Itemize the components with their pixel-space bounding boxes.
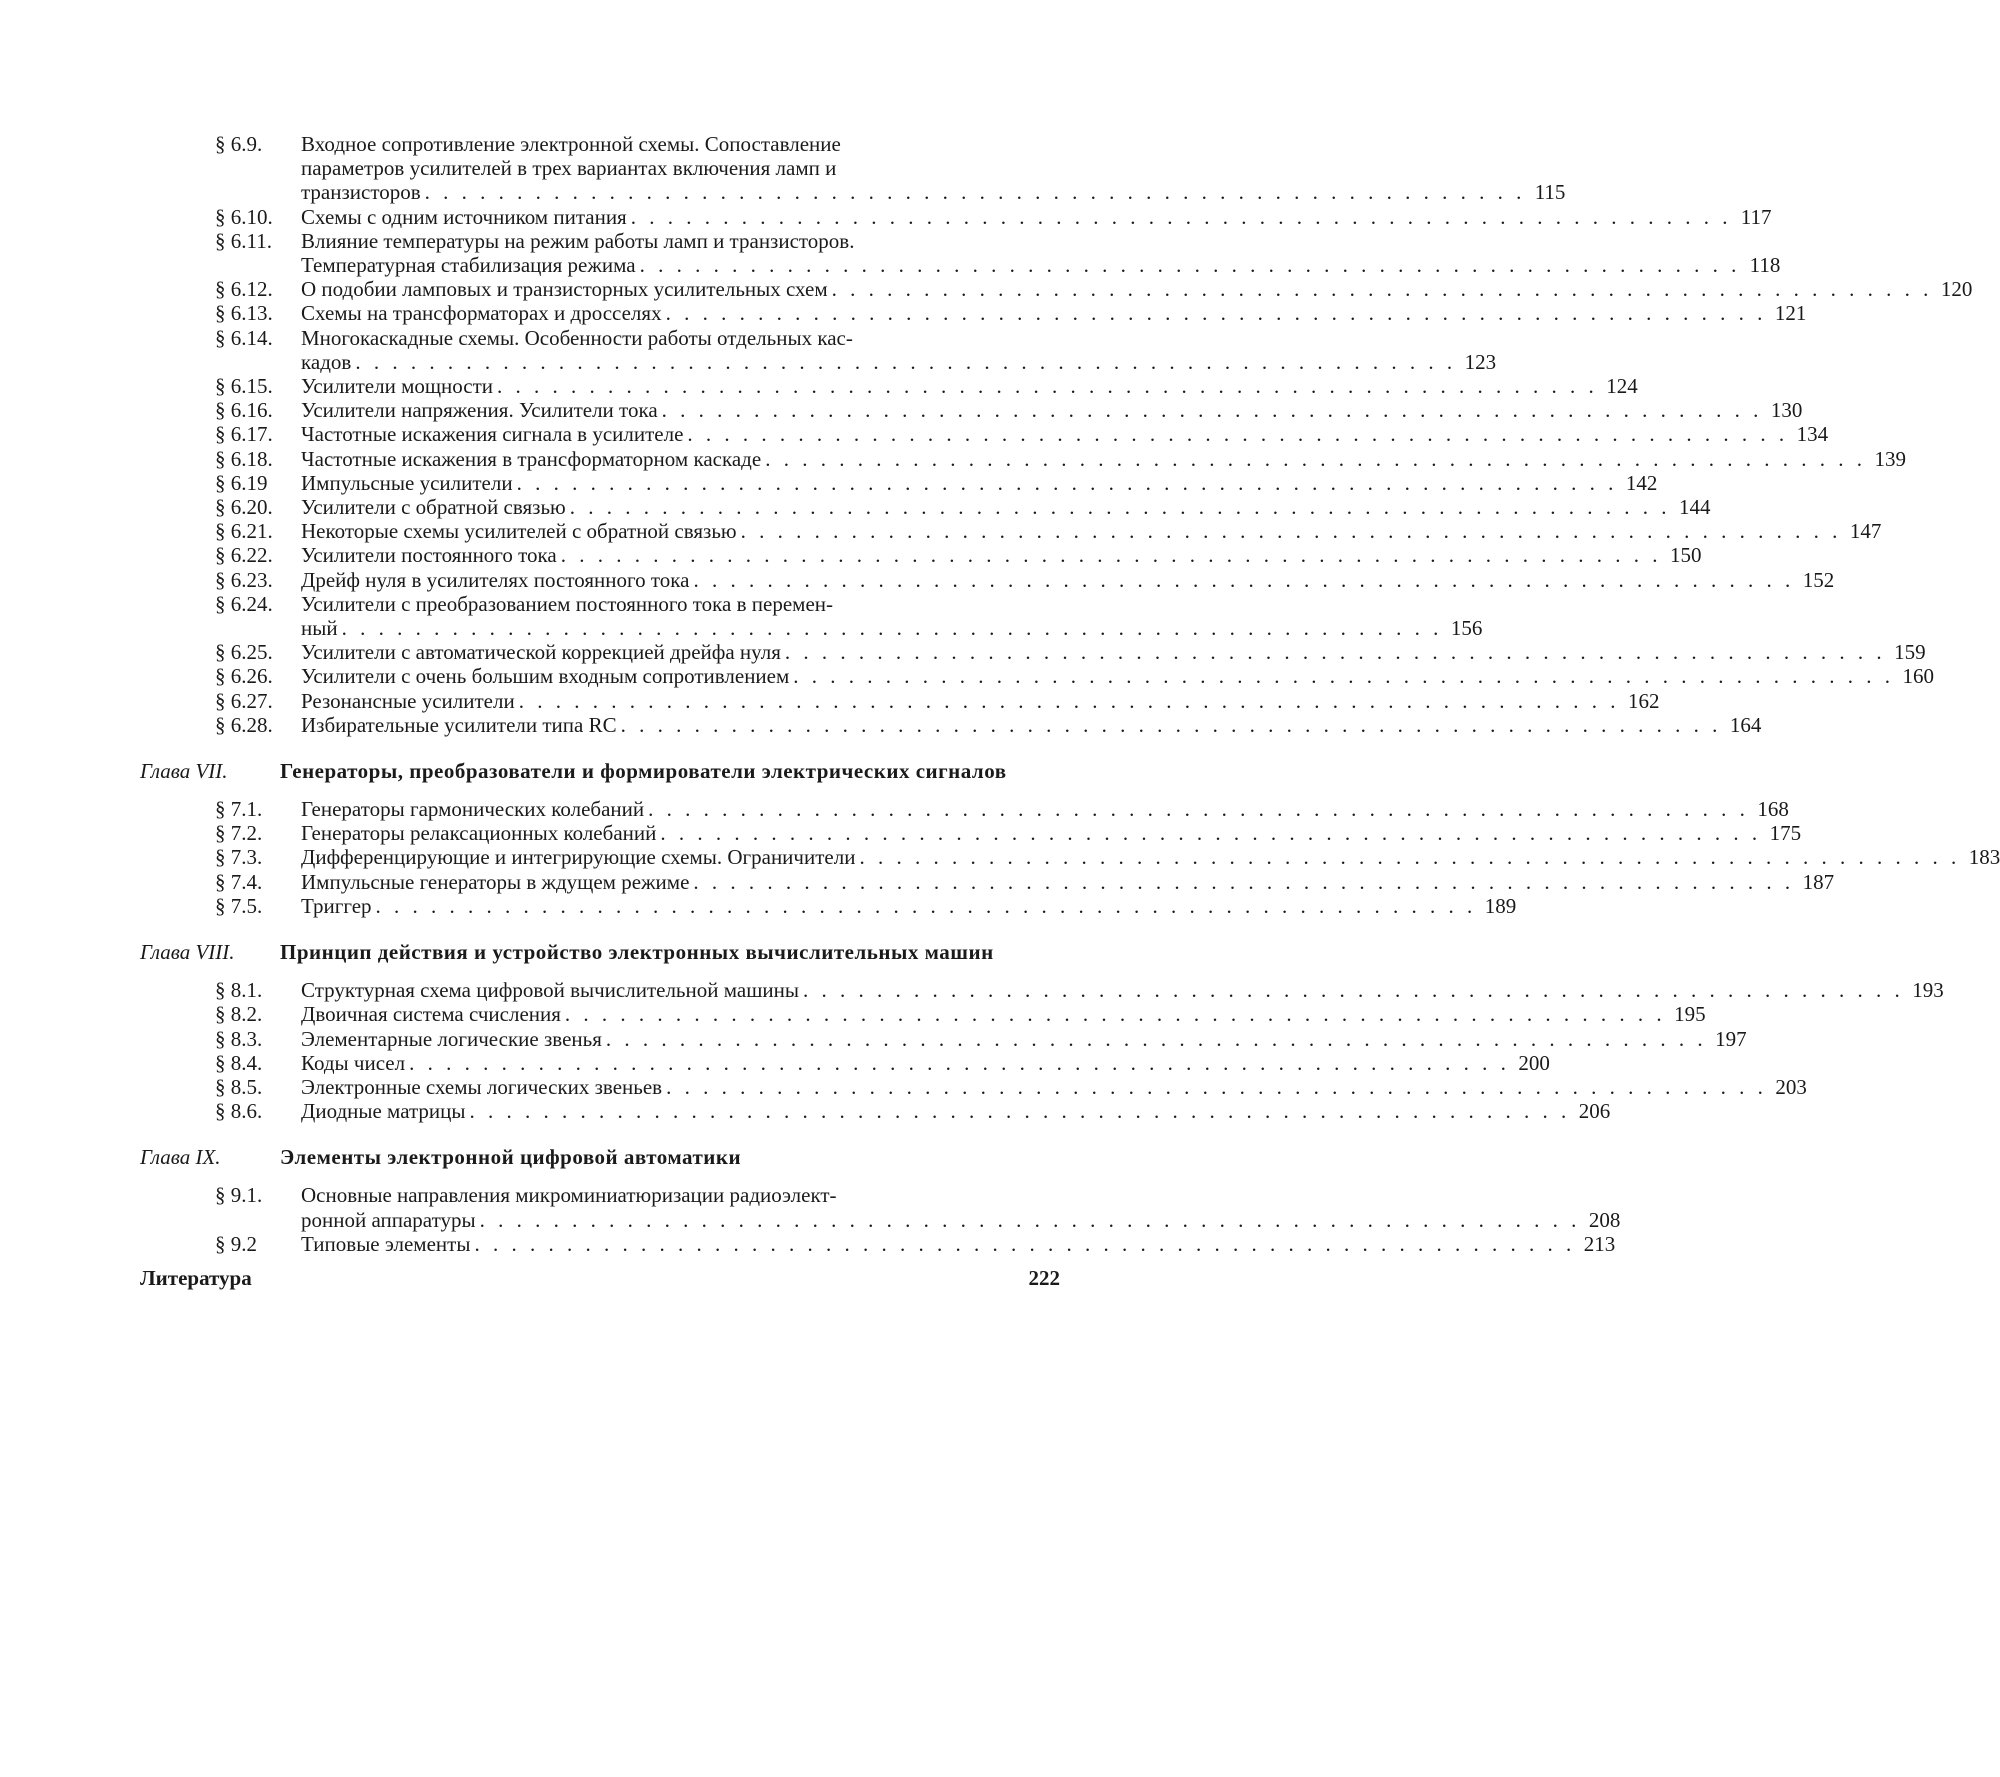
toc-entry: [215, 688, 1660, 713]
toc-entry: [215, 422, 1829, 447]
section-number: § 9.1.: [215, 1183, 263, 1208]
chapter-label: Глава VIII.: [140, 940, 235, 965]
toc-entry-line: [215, 326, 1060, 350]
section-title: Частотные искажения в трансформаторном каскаде: [301, 446, 762, 471]
toc-entry-content: [301, 664, 1935, 689]
page-number: 195: [1674, 1002, 1706, 1027]
section-number: § 8.1.: [215, 978, 263, 1003]
section-number: § 7.5.: [215, 893, 263, 918]
toc-entry-content: [301, 349, 1497, 374]
literature-entry: [140, 1266, 1060, 1290]
section-number: § 8.4.: [215, 1050, 263, 1075]
toc-entry: [215, 519, 1882, 544]
section-title: Схемы с одним источником питания: [301, 204, 627, 229]
leader-dots: . . . . . . . . . . . . . . . . . . . . . . . . . . . . . . . . . . . . . . . . . . . . . . . . . . . . . . . . . . . .: [560, 543, 1662, 568]
toc-entry-line: [215, 592, 1060, 616]
chapter-title: Генераторы, преобразователи и формирователи электрических сигналов: [280, 759, 1007, 784]
toc-entry-content: [301, 374, 1638, 399]
section-title: Усилители с автоматической коррекцией дрейфа нуля: [301, 640, 781, 665]
section-title: Частотные искажения сигнала в усилителе: [301, 422, 684, 447]
toc-entry-content: [301, 640, 1926, 665]
section-title: Усилители мощности: [301, 374, 494, 399]
leader-dots: . . . . . . . . . . . . . . . . . . . . . . . . . . . . . . . . . . . . . . . . . . . . . . . . . . . . . . . . . . . .: [341, 616, 1443, 641]
section-number: § 6.11.: [215, 228, 272, 253]
table-of-contents: [140, 132, 2000, 1290]
toc-entry: [215, 1002, 1706, 1027]
section-title: Типовые элементы: [301, 1231, 471, 1256]
section-number: § 6.25.: [215, 640, 273, 665]
section-number: § 9.2: [215, 1231, 257, 1256]
chapters-list: [140, 759, 2000, 1256]
section-title: Резонансные усилители: [301, 688, 515, 713]
section-number: § 8.5.: [215, 1074, 263, 1099]
leader-dots: . . . . . . . . . . . . . . . . . . . . . . . . . . . . . . . . . . . . . . . . . . . . . . . . . . . . . . . . . . . .: [660, 821, 1762, 846]
section-title: Элементарные логические звенья: [301, 1026, 602, 1051]
section-number: § 6.9.: [215, 132, 263, 156]
toc-entry: [215, 664, 1935, 689]
page-number: 213: [1583, 1231, 1616, 1256]
page-number: 160: [1902, 664, 1935, 689]
page-number: 203: [1775, 1074, 1807, 1099]
toc-entry-line: [215, 349, 1497, 374]
section-number: § 6.28.: [215, 712, 273, 737]
toc-entry-content: [301, 204, 1772, 229]
toc-entry-line: [215, 446, 1906, 471]
leader-dots: . . . . . . . . . . . . . . . . . . . . . . . . . . . . . . . . . . . . . . . . . . . . . . . . . . . . . . . . . . . .: [665, 301, 1767, 326]
toc-entry-content: [301, 978, 1944, 1003]
toc-entry-content: [301, 616, 1483, 641]
leader-dots: . . . . . . . . . . . . . . . . . . . . . . . . . . . . . . . . . . . . . . . . . . . . . . . . . . . . . . . . . . . .: [569, 495, 1671, 520]
leader-dots: . . . . . . . . . . . . . . . . . . . . . . . . . . . . . . . . . . . . . . . . . . . . . . . . . . . . . . . . . . . .: [469, 1099, 1571, 1124]
section-title: Коды чисел: [301, 1050, 406, 1075]
toc-entry-line: [215, 204, 1772, 229]
toc-entry-content: [301, 567, 1835, 592]
section-number: § 6.14.: [215, 325, 273, 350]
toc-entry-content: [301, 1231, 1616, 1256]
toc-entry: [215, 470, 1658, 495]
toc-entry-content: [301, 688, 1660, 713]
leader-dots: . . . . . . . . . . . . . . . . . . . . . . . . . . . . . . . . . . . . . . . . . . . . . . . . . . . . . . . . . . . .: [630, 204, 1732, 229]
page-number: 189: [1484, 893, 1517, 918]
page-number: 159: [1894, 640, 1926, 665]
section-title: О подобии ламповых и транзисторных усилительных схем: [301, 277, 828, 302]
page-number: 115: [1534, 180, 1566, 205]
section-number: § 6.19: [215, 470, 268, 495]
toc-entry-content: [301, 519, 1882, 544]
leader-dots: . . . . . . . . . . . . . . . . . . . . . . . . . . . . . . . . . . . . . . . . . . . . . . . . . . . . . . . . . . . .: [831, 277, 1933, 302]
chapter-6-section-list: [140, 132, 1973, 737]
section-number: § 7.2.: [215, 821, 263, 846]
leader-dots: . . . . . . . . . . . . . . . . . . . . . . . . . . . . . . . . . . . . . . . . . . . . . . . . . . . . . . . . . . . .: [516, 470, 1618, 495]
section-title: Некоторые схемы усилителей с обратной связью: [301, 519, 737, 544]
toc-entry-content: [301, 1207, 1621, 1232]
toc-entry: [215, 374, 1638, 399]
toc-entry: [215, 495, 1711, 520]
leader-dots: . . . . . . . . . . . . . . . . . . . . . . . . . . . . . . . . . . . . . . . . . . . . . . . . . . . . . . . . . . . .: [639, 253, 1741, 278]
toc-entry-content: [301, 446, 1906, 471]
chapter-label: Глава VII.: [140, 759, 228, 784]
toc-entry-content: [301, 712, 1762, 737]
toc-entry: [215, 228, 1781, 278]
section-title: Структурная схема цифровой вычислительной машины: [301, 978, 799, 1003]
toc-entry: [215, 277, 1973, 302]
section-title-line: Основные направления микроминиатюризации радиоэлект-: [301, 1183, 837, 1208]
section-number: § 6.17.: [215, 422, 273, 447]
section-title: Диодные матрицы: [301, 1099, 466, 1124]
toc-entry-line: [215, 893, 1517, 918]
section-title: Усилители постоянного тока: [301, 543, 557, 568]
section-number: § 6.13.: [215, 301, 273, 326]
toc-entry: [215, 1074, 1807, 1099]
page-number: 168: [1757, 797, 1789, 822]
section-number: § 7.3.: [215, 845, 263, 870]
toc-entry-line: [215, 132, 1060, 156]
toc-entry: [215, 301, 1807, 326]
section-title: Усилители напряжения. Усилители тока: [301, 398, 658, 423]
section-title-line: кадов: [301, 349, 352, 374]
section-number: § 6.12.: [215, 277, 273, 302]
toc-entry-content: [301, 398, 1803, 423]
page-number: 156: [1450, 616, 1483, 641]
page-number: 197: [1715, 1026, 1747, 1051]
section-title: Усилители с обратной связью: [301, 495, 566, 520]
leader-dots: . . . . . . . . . . . . . . . . . . . . . . . . . . . . . . . . . . . . . . . . . . . . . . . . . . . . . . . . . . . .: [693, 567, 1795, 592]
section-number: § 6.23.: [215, 567, 273, 592]
toc-entry-content: [301, 821, 1802, 846]
section-number: § 7.4.: [215, 869, 263, 894]
section-number: § 6.16.: [215, 398, 273, 423]
section-number: § 8.2.: [215, 1002, 263, 1027]
leader-dots: . . . . . . . . . . . . . . . . . . . . . . . . . . . . . . . . . . . . . . . . . . . . . . . . . . . . . . . . . . . .: [620, 712, 1722, 737]
toc-entry-line: [215, 664, 1935, 689]
section-number: § 6.10.: [215, 204, 273, 229]
section-title: Дрейф нуля в усилителях постоянного тока: [301, 567, 690, 592]
toc-entry: [215, 869, 1835, 894]
section-title-line: транзисторов: [301, 180, 421, 205]
toc-entry-content: [301, 1050, 1550, 1075]
toc-entry-line: [215, 688, 1660, 713]
page-number: 117: [1740, 204, 1772, 229]
leader-dots: . . . . . . . . . . . . . . . . . . . . . . . . . . . . . . . . . . . . . . . . . . . . . . . . . . . . . . . . . . . .: [687, 422, 1789, 447]
leader-dots: . . . . . . . . . . . . . . . . . . . . . . . . . . . . . . . . . . . . . . . . . . . . . . . . . . . . . . . . . . . .: [355, 349, 1457, 374]
toc-entry-line: [215, 869, 1835, 894]
page-number: 152: [1802, 567, 1835, 592]
section-title: Генераторы релаксационных колебаний: [301, 821, 657, 846]
toc-entry-content: [301, 543, 1702, 568]
page-number: 164: [1729, 712, 1762, 737]
leader-dots: . . . . . . . . . . . . . . . . . . . . . . . . . . . . . . . . . . . . . . . . . . . . . . . . . . . . . . . . . . . .: [693, 869, 1795, 894]
section-title-line: параметров усилителей в трех вариантах включения ламп и: [301, 156, 837, 181]
section-title-line: ный: [301, 616, 338, 641]
toc-entry: [215, 446, 1906, 471]
toc-entry-line: [215, 543, 1702, 568]
leader-dots: . . . . . . . . . . . . . . . . . . . . . . . . . . . . . . . . . . . . . . . . . . . . . . . . . . . . . . . . . . . .: [409, 1050, 1510, 1075]
toc-entry: [215, 567, 1835, 592]
literature-label: Литература: [140, 1265, 252, 1290]
page-number: 147: [1849, 519, 1882, 544]
page-number: 130: [1770, 398, 1803, 423]
leader-dots: . . . . . . . . . . . . . . . . . . . . . . . . . . . . . . . . . . . . . . . . . . . . . . . . . . . . . . . . . . . .: [802, 978, 1904, 1003]
page-number: 208: [1588, 1207, 1621, 1232]
page-number: 175: [1769, 821, 1802, 846]
section-number: § 7.1.: [215, 797, 263, 822]
toc-entry-line: [215, 277, 1973, 302]
section-title: Триггер: [301, 893, 372, 918]
section-title: Импульсные генераторы в ждущем режиме: [301, 869, 690, 894]
toc-entry: [215, 1099, 1611, 1124]
toc-entry-content: [301, 893, 1517, 918]
section-title: Избирательные усилители типа RC: [301, 712, 617, 737]
section-title-line: Усилители с преобразованием постоянного тока в перемен-: [301, 591, 833, 616]
toc-entry-content: [301, 869, 1835, 894]
leader-dots: . . . . . . . . . . . . . . . . . . . . . . . . . . . . . . . . . . . . . . . . . . . . . . . . . . . . . . . . . . . .: [375, 893, 1477, 918]
toc-entry-line: [215, 398, 1803, 423]
leader-dots: . . . . . . . . . . . . . . . . . . . . . . . . . . . . . . . . . . . . . . . . . . . . . . . . . . . . . . . . . . . .: [518, 688, 1620, 713]
toc-entry: [215, 204, 1772, 229]
section-number: § 8.3.: [215, 1026, 263, 1051]
leader-dots: . . . . . . . . . . . . . . . . . . . . . . . . . . . . . . . . . . . . . . . . . . . . . . . . . . . . . . . . . . . .: [765, 446, 1866, 471]
toc-entry-line: [215, 712, 1762, 737]
page-number: 118: [1749, 253, 1781, 278]
leader-dots: . . . . . . . . . . . . . . . . . . . . . . . . . . . . . . . . . . . . . . . . . . . . . . . . . . . . . . . . . . . .: [605, 1026, 1707, 1051]
toc-entry-line: [215, 470, 1658, 495]
toc-entry-line: [215, 253, 1781, 278]
page-number: 162: [1627, 688, 1660, 713]
section-number: § 6.21.: [215, 519, 273, 544]
page-number: 124: [1606, 374, 1638, 399]
literature-page: 222: [1028, 1265, 1060, 1290]
toc-entry-line: [215, 519, 1882, 544]
section-title-line: Многокаскадные схемы. Особенности работы отдельных кас-: [301, 325, 853, 350]
toc-entry: [215, 978, 1944, 1003]
toc-entry: [215, 1231, 1616, 1256]
toc-entry-content: [301, 301, 1807, 326]
toc-entry-line: [215, 1183, 1060, 1207]
toc-entry-content: [301, 253, 1781, 278]
toc-entry-line: [215, 1002, 1706, 1027]
section-number: § 6.18.: [215, 446, 273, 471]
page-number: 123: [1464, 349, 1497, 374]
section-number: § 6.24.: [215, 591, 273, 616]
toc-entry-content: [301, 1026, 1747, 1051]
toc-entry-line: [215, 1050, 1550, 1075]
section-title: Усилители с очень большим входным сопротивлением: [301, 664, 790, 689]
section-title: Импульсные усилители: [301, 470, 513, 495]
toc-entry: [215, 1050, 1550, 1075]
page-number: 139: [1874, 446, 1906, 471]
section-title-line: Входное сопротивление электронной схемы. Сопоставление: [301, 132, 841, 156]
chapter-heading: [140, 759, 1060, 783]
toc-entry-content: [301, 1099, 1611, 1124]
toc-entry: [215, 591, 1483, 641]
toc-entry-line: [215, 567, 1835, 592]
toc-entry-content: [301, 495, 1711, 520]
leader-dots: . . . . . . . . . . . . . . . . . . . . . . . . . . . . . . . . . . . . . . . . . . . . . . . . . . . . . . . . . . . .: [474, 1231, 1576, 1256]
page-number: 150: [1670, 543, 1702, 568]
toc-entry-line: [215, 156, 1060, 180]
leader-dots: . . . . . . . . . . . . . . . . . . . . . . . . . . . . . . . . . . . . . . . . . . . . . . . . . . . . . . . . . . . .: [661, 398, 1763, 423]
section-number: § 6.27.: [215, 688, 273, 713]
section-title: Схемы на трансформаторах и дросселях: [301, 301, 662, 326]
toc-entry-content: [301, 1002, 1706, 1027]
toc-entry: [215, 845, 2000, 870]
section-number: § 6.15.: [215, 374, 273, 399]
toc-entry-content: [301, 277, 1973, 302]
chapter-heading: [140, 1145, 1060, 1169]
toc-entry: [215, 398, 1803, 423]
toc-entry: [215, 797, 1789, 822]
toc-entry: [215, 543, 1702, 568]
chapter-title: Элементы электронной цифровой автоматики: [280, 1145, 742, 1170]
toc-entry-line: [215, 180, 1566, 205]
toc-entry-line: [215, 797, 1789, 822]
section-title: Генераторы гармонических колебаний: [301, 797, 645, 822]
section-number: § 8.6.: [215, 1099, 263, 1124]
section-number: § 6.26.: [215, 664, 273, 689]
toc-entry: [215, 893, 1517, 918]
section-number: § 6.22.: [215, 543, 273, 568]
page-number: 187: [1802, 869, 1835, 894]
toc-entry-line: [215, 1074, 1807, 1099]
section-number: § 6.20.: [215, 495, 273, 520]
leader-dots: . . . . . . . . . . . . . . . . . . . . . . . . . . . . . . . . . . . . . . . . . . . . . . . . . . . . . . . . . . . .: [666, 1074, 1767, 1099]
page-number: 134: [1796, 422, 1829, 447]
toc-entry-line: [215, 1231, 1616, 1256]
leader-dots: . . . . . . . . . . . . . . . . . . . . . . . . . . . . . . . . . . . . . . . . . . . . . . . . . . . . . . . . . . . .: [859, 845, 1961, 870]
toc-entry-line: [215, 229, 1060, 253]
toc-entry-content: [301, 1074, 1807, 1099]
page-number: 183: [1968, 845, 2000, 870]
chapter-heading: [140, 940, 1060, 964]
toc-entry-line: [215, 640, 1926, 665]
page-number: 142: [1625, 470, 1658, 495]
page-number: 120: [1940, 277, 1973, 302]
page-number: 206: [1578, 1099, 1611, 1124]
toc-entry-line: [215, 821, 1802, 846]
toc-entry-line: [215, 1099, 1611, 1124]
toc-entry-content: [301, 422, 1829, 447]
leader-dots: . . . . . . . . . . . . . . . . . . . . . . . . . . . . . . . . . . . . . . . . . . . . . . . . . . . . . . . . . . . .: [648, 797, 1749, 822]
section-title-line: ронной аппаратуры: [301, 1207, 476, 1232]
toc-entry-line: [215, 978, 1944, 1003]
section-title-line: Влияние температуры на режим работы ламп и транзисторов.: [301, 228, 855, 253]
toc-entry: [215, 1183, 1621, 1232]
section-title: Двоичная система счисления: [301, 1002, 561, 1027]
toc-entry-line: [215, 616, 1483, 641]
toc-entry-content: [301, 470, 1658, 495]
page-number: 200: [1518, 1050, 1550, 1075]
toc-entry-line: [215, 1026, 1747, 1051]
toc-entry: [215, 821, 1802, 846]
toc-entry: [215, 712, 1762, 737]
toc-entry-content: [301, 845, 2000, 870]
section-title: Дифференцирующие и интегрирующие схемы. Ограничители: [301, 845, 856, 870]
toc-entry: [215, 640, 1926, 665]
leader-dots: . . . . . . . . . . . . . . . . . . . . . . . . . . . . . . . . . . . . . . . . . . . . . . . . . . . . . . . . . . . .: [793, 664, 1895, 689]
chapter-title: Принцип действия и устройство электронных вычислительных машин: [280, 940, 994, 965]
leader-dots: . . . . . . . . . . . . . . . . . . . . . . . . . . . . . . . . . . . . . . . . . . . . . . . . . . . . . . . . . . . .: [479, 1207, 1581, 1232]
page-number: 144: [1678, 495, 1711, 520]
toc-entry-line: [215, 422, 1829, 447]
toc-entry-content: [301, 797, 1789, 822]
leader-dots: . . . . . . . . . . . . . . . . . . . . . . . . . . . . . . . . . . . . . . . . . . . . . . . . . . . . . . . . . . . .: [740, 519, 1842, 544]
toc-entry: [215, 325, 1497, 374]
toc-entry-line: [215, 495, 1711, 520]
toc-entry-line: [215, 374, 1638, 399]
chapter-label: Глава IX.: [140, 1145, 221, 1170]
leader-dots: . . . . . . . . . . . . . . . . . . . . . . . . . . . . . . . . . . . . . . . . . . . . . . . . . . . . . . . . . . . .: [424, 180, 1526, 205]
leader-dots: . . . . . . . . . . . . . . . . . . . . . . . . . . . . . . . . . . . . . . . . . . . . . . . . . . . . . . . . . . . .: [564, 1002, 1666, 1027]
page-number: 193: [1912, 978, 1944, 1003]
toc-entry-line: [215, 845, 2000, 870]
section-title-line: Температурная стабилизация режима: [301, 253, 636, 278]
toc-entry-line: [215, 301, 1807, 326]
toc-entry-content: [301, 180, 1566, 205]
page-number: 121: [1774, 301, 1807, 326]
leader-dots: . . . . . . . . . . . . . . . . . . . . . . . . . . . . . . . . . . . . . . . . . . . . . . . . . . . . . . . . . . . .: [497, 374, 1598, 399]
toc-entry-line: [215, 1207, 1621, 1232]
section-title: Электронные схемы логических звеньев: [301, 1074, 663, 1099]
toc-entry: [215, 1026, 1747, 1051]
leader-dots: . . . . . . . . . . . . . . . . . . . . . . . . . . . . . . . . . . . . . . . . . . . . . . . . . . . . . . . . . . . .: [784, 640, 1886, 665]
toc-entry: [215, 132, 1566, 205]
